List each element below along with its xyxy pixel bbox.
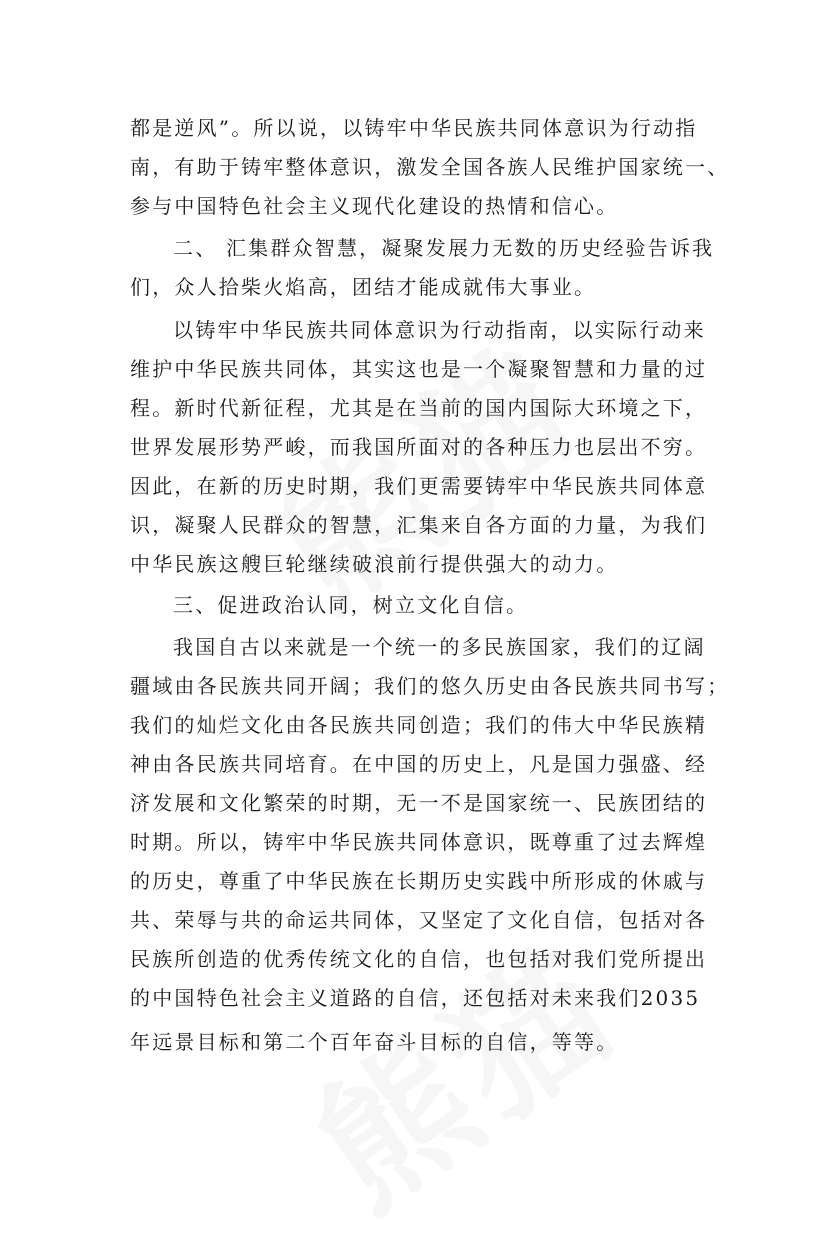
text-line: 们，众人拾柴火焰高，团结才能成就伟大事业。	[130, 275, 597, 299]
text-line: 参与中国特色社会主义现代化建设的热情和信心。	[130, 194, 619, 218]
paragraph-start: 以铸牢中华民族共同体意识为行动指南，以实际行动来	[173, 318, 706, 342]
text-line: 因此，在新的历史时期，我们更需要铸牢中华民族共同体意	[130, 474, 708, 498]
text-line: 的历史，尊重了中华民族在长期历史实践中所形成的休戚与	[130, 869, 708, 893]
text-line: 时期。所以，铸牢中华民族共同体意识，既尊重了过去辉煌	[130, 830, 708, 854]
text-line: 民族所创造的优秀传统文化的自信，也包括对我们党所提出	[130, 947, 708, 971]
text-line: 识，凝聚人民群众的智慧，汇集来自各方面的力量，为我们	[130, 513, 708, 537]
text-line: 程。新时代新征程，尤其是在当前的国内国际大环境之下，	[130, 396, 708, 420]
text-line: 共、荣辱与共的命运共同体，又坚定了文化自信，包括对各	[130, 908, 708, 932]
text-line: 神由各民族共同培育。在中国的历史上，凡是国力强盛、经	[130, 752, 708, 776]
section-heading: 二、 汇集群众智慧，凝聚发展力无数的历史经验告诉我	[173, 236, 715, 260]
text-line: 世界发展形势严峻，而我国所面对的各种压力也层出不穷。	[130, 435, 708, 459]
text-line: 年远景目标和第二个百年奋斗目标的自信，等等。	[130, 1030, 619, 1054]
text-line: 中华民族这艘巨轮继续破浪前行提供强大的动力。	[130, 552, 619, 576]
text-line: 的中国特色社会主义道路的自信，还包括对未来我们2035	[130, 986, 701, 1010]
text-line: 我们的灿烂文化由各民族共同创造；我们的伟大中华民族精	[130, 713, 708, 737]
text-line: 都是逆风”。所以说，以铸牢中华民族共同体意识为行动指	[130, 116, 698, 140]
text-line: 维护中华民族共同体，其实这也是一个凝聚智慧和力量的过	[130, 357, 708, 381]
text-line: 济发展和文化繁荣的时期，无一不是国家统一、民族团结的	[130, 791, 708, 815]
text-line: 疆域由各民族共同开阔；我们的悠久历史由各民族共同书写；	[130, 674, 730, 698]
section-heading: 三、促进政治认同，树立文化自信。	[173, 593, 529, 617]
paragraph-start: 我国自古以来就是一个统一的多民族国家，我们的辽阔	[173, 635, 706, 659]
watermark	[267, 888, 653, 1248]
text-line: 南，有助于铸牢整体意识，激发全国各族人民维护国家统一、	[130, 155, 730, 179]
